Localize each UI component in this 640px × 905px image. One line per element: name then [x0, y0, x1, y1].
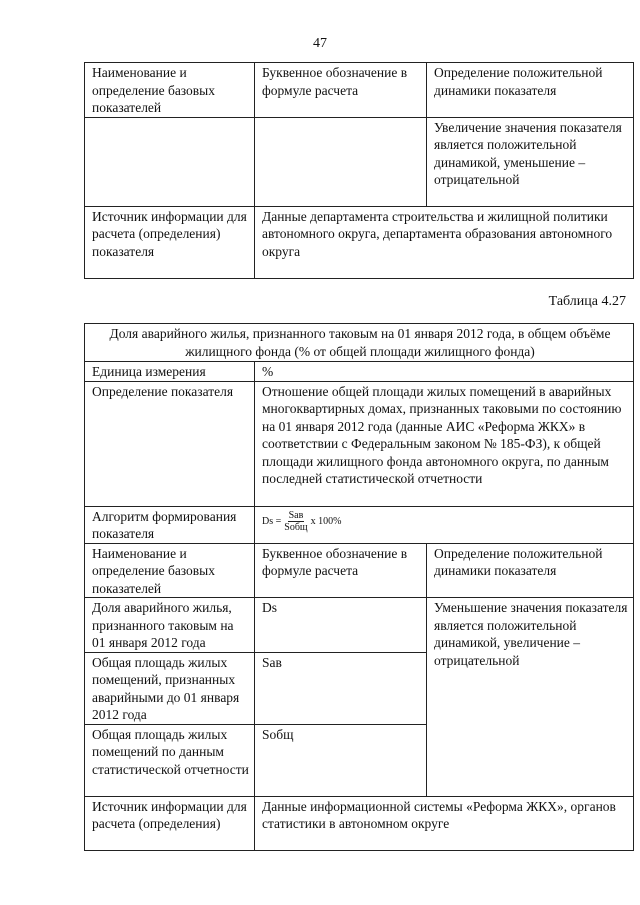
source-value: Данные информационной системы «Реформа ЖКХ», органов статистики в автономном округе: [255, 796, 634, 850]
table-title-row: [85, 324, 634, 362]
base-indicator-name: Общая площадь жилых помещений, признанных аварийными до 01 января 2012 года: [85, 652, 255, 724]
empty-cell: [255, 117, 427, 206]
base-indicator-name: Общая площадь жилых помещений по данным статистической отчетности: [85, 724, 255, 796]
header-positive-dynamics: Определение положительной динамики показателя: [427, 63, 634, 118]
base-indicator-name: Доля аварийного жилья, признанного таковым на 01 января 2012 года: [85, 598, 255, 653]
base-indicator-symbol: Sобщ: [255, 724, 427, 796]
table-header-row: [85, 543, 634, 598]
formula-denominator: Sобщ: [284, 521, 308, 533]
source-row: [85, 796, 634, 850]
header-base-indicators: Наименование и определение базовых показателей: [85, 543, 255, 598]
definition-label: Определение показателя: [85, 381, 255, 506]
table-row: [85, 117, 634, 206]
unit-label: Единица измерения: [85, 362, 255, 382]
base-indicator-symbol: Sав: [255, 652, 427, 724]
unit-value: %: [255, 362, 634, 382]
formula-multiplier: х 100%: [310, 515, 342, 527]
page-number: 47: [313, 36, 327, 51]
definition-value: Отношение общей площади жилых помещений в аварийных многоквартирных домах, признанных таковыми по состоянию на 01 января 2012 года (данные АИС «Реформа ЖКХ» в соответствии с Федеральным законом № 185-ФЗ), к общей площади жилищного фонда автономного округа, по данным последней статистической отчетности: [255, 381, 634, 506]
algorithm-row: [85, 506, 634, 543]
dynamics-cell: Уменьшение значения показателя является положительной динамикой, увеличение – отрицательной: [427, 598, 634, 797]
indicator-table-continued: [84, 62, 634, 279]
header-base-indicators: Наименование и определение базовых показателей: [85, 63, 255, 118]
table-header-row: [85, 63, 634, 118]
empty-cell: [85, 117, 255, 206]
indicator-table-4-27: [84, 323, 634, 851]
algorithm-formula: [255, 506, 634, 543]
formula-lhs: Ds =: [262, 515, 282, 527]
source-row: [85, 206, 634, 278]
algorithm-label: Алгоритм формирования показателя: [85, 506, 255, 543]
formula-fraction: [283, 510, 308, 533]
dynamics-cell: Увеличение значения показателя является положительной динамикой, уменьшение – отрицательной: [427, 117, 634, 206]
table-row: [85, 598, 634, 653]
header-positive-dynamics: Определение положительной динамики показателя: [427, 543, 634, 598]
header-letter-symbol: Буквенное обозначение в формуле расчета: [255, 543, 427, 598]
table-caption: Таблица 4.27: [548, 294, 626, 309]
formula-numerator: Sав: [288, 509, 304, 521]
base-indicator-symbol: Ds: [255, 598, 427, 653]
unit-row: [85, 362, 634, 382]
header-letter-symbol: Буквенное обозначение в формуле расчета: [255, 63, 427, 118]
definition-row: [85, 381, 634, 506]
source-label: Источник информации для расчета (определения) показателя: [85, 206, 255, 278]
indicator-title: Доля аварийного жилья, признанного таковым на 01 января 2012 года, в общем объёме жилищного фонда (% от общей площади жилищного фонда): [85, 324, 634, 362]
source-label: Источник информации для расчета (определения): [85, 796, 255, 850]
formula: [262, 510, 341, 533]
source-value: Данные департамента строительства и жилищной политики автономного округа, департамента образования автономного округа: [255, 206, 634, 278]
